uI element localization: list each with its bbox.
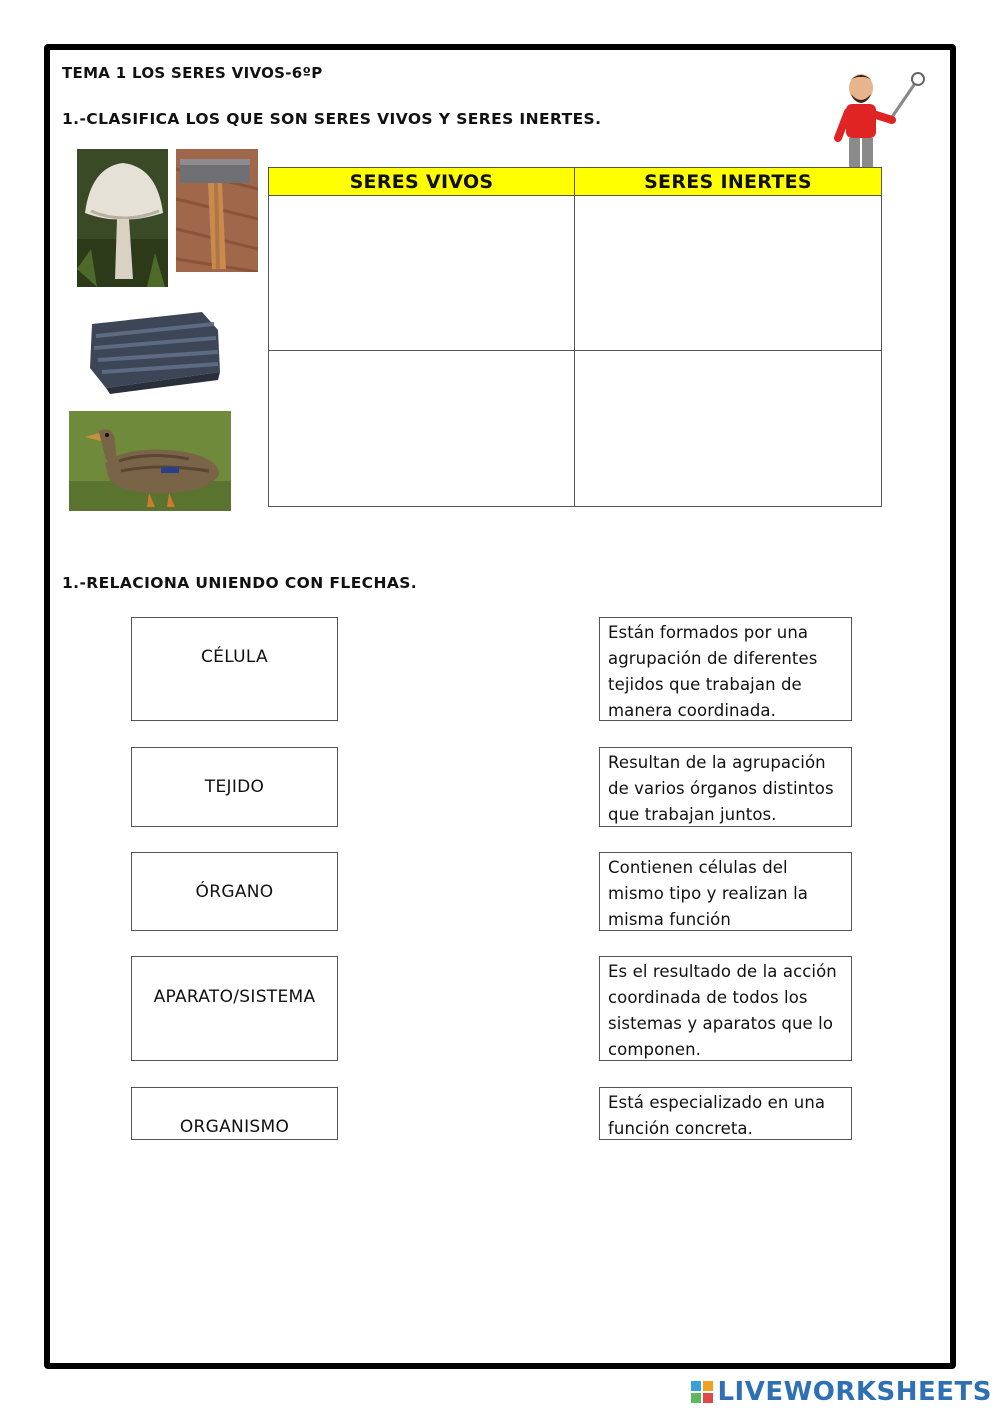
duck-photo-icon <box>69 411 231 511</box>
drop-zone-inertes-2[interactable] <box>575 351 881 506</box>
drop-zone-vivos-2[interactable] <box>269 351 575 506</box>
liveworksheets-brand <box>691 1377 992 1407</box>
definition-box-1[interactable]: Están formados por una agrupación de diferentes tejidos que trabajan de manera coordinada. <box>599 617 852 721</box>
hammer-photo-icon <box>176 149 258 272</box>
drop-zone-inertes-1[interactable] <box>575 196 881 351</box>
term-box-celula[interactable]: CÉLULA <box>131 617 338 721</box>
header-seres-inertes: SERES INERTES <box>575 168 881 196</box>
term-box-tejido[interactable]: TEJIDO <box>131 747 338 827</box>
liveworksheets-logo-icon <box>691 1381 713 1403</box>
instruction-classify: 1.-CLASIFICA LOS QUE SON SERES VIVOS Y SERES INERTES. <box>62 110 602 128</box>
instruction-match: 1.-RELACIONA UNIENDO CON FLECHAS. <box>62 574 418 592</box>
mushroom-photo-icon <box>77 149 168 287</box>
definition-box-4[interactable]: Es el resultado de la acción coordinada de todos los sistemas y aparatos que lo componen. <box>599 956 852 1061</box>
brand-name: LIVEWORKSHEETS <box>717 1377 992 1407</box>
definition-box-3[interactable]: Contienen células del mismo tipo y realizan la misma función <box>599 852 852 931</box>
term-box-aparato-sistema[interactable]: APARATO/SISTEMA <box>131 956 338 1061</box>
rock-photo-icon <box>82 302 225 394</box>
term-box-organo[interactable]: ÓRGANO <box>131 852 338 931</box>
definition-box-2[interactable]: Resultan de la agrupación de varios órganos distintos que trabajan juntos. <box>599 747 852 827</box>
definition-box-5[interactable]: Está especializado en una función concreta. <box>599 1087 852 1140</box>
header-seres-vivos: SERES VIVOS <box>269 168 575 196</box>
worksheet-title: TEMA 1 LOS SERES VIVOS-6ºP <box>62 64 323 82</box>
term-box-organismo[interactable]: ORGANISMO <box>131 1087 338 1140</box>
drop-zone-vivos-1[interactable] <box>269 196 575 351</box>
teacher-avatar-icon <box>828 68 928 180</box>
classify-table <box>268 167 882 507</box>
